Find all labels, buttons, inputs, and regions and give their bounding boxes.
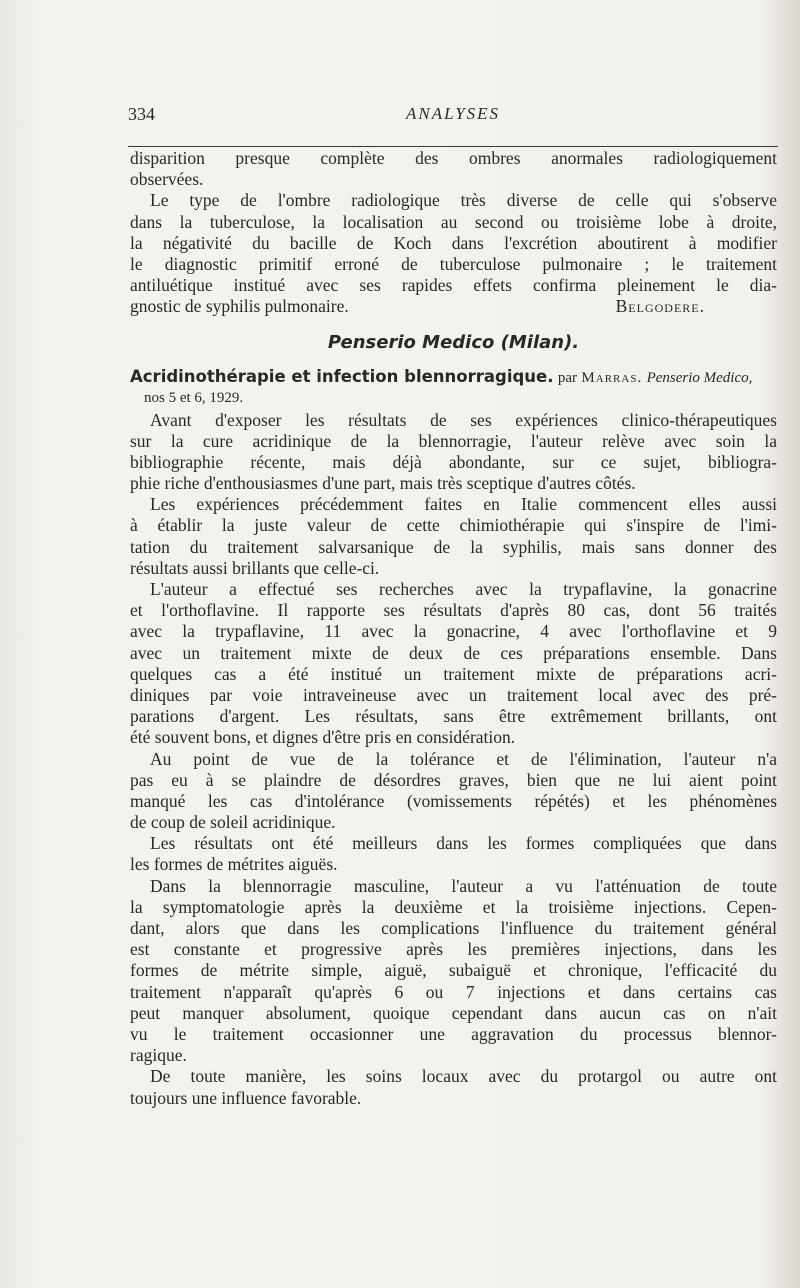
- article-issue: nos 5 et 6, 1929.: [144, 389, 244, 406]
- article-author: Marras.: [581, 369, 643, 386]
- text-line: pas eu à se plaindre de désordres graves, bien que ne lui aient point: [130, 769, 777, 790]
- text-line: Les résultats ont été meilleurs dans les formes compliquées que dans: [150, 833, 777, 854]
- text-line: quelques cas a été institué un traitement mixte de préparations acri-: [130, 663, 777, 684]
- text-line: observées.: [130, 169, 204, 190]
- paragraph: [130, 1066, 777, 1108]
- text-line: peut manquer absolument, quoique cependant dans aucun cas on n'ait: [130, 1002, 777, 1023]
- text-line: bibliographie récente, mais déjà abondante, sur ce sujet, bibliogra-: [130, 451, 777, 472]
- text-line: la symptomatologie après la deuxième et la troisième injections. Cepen-: [130, 896, 777, 917]
- text-line: dans la tuberculose, la localisation au second ou troisième lobe à droite,: [130, 211, 777, 232]
- text-line: De toute manière, les soins locaux avec du protargol ou autre ont: [150, 1066, 777, 1087]
- text-line: le diagnostic primitif erroné de tuberculose pulmonaire ; le traitement: [130, 253, 777, 274]
- text-line: L'auteur a effectué ses recherches avec la trypaflavine, la gonacrine: [150, 579, 777, 599]
- text-line: Dans la blennorragie masculine, l'auteur a vu l'atténuation de toute: [150, 875, 777, 896]
- text-line: phie riche d'enthousiasmes d'une part, mais très sceptique d'autres côtés.: [130, 473, 636, 494]
- paragraph: [130, 494, 777, 579]
- text-line: tation du traitement salvarsanique de la syphilis, mais sans donner des: [130, 536, 777, 557]
- text-line: Avant d'exposer les résultats de ses expériences clinico-thérapeutiques: [150, 409, 777, 430]
- byline-par: par: [557, 369, 578, 386]
- running-title: ANALYSES: [405, 104, 501, 123]
- paragraph: [130, 833, 777, 875]
- text-line: antiluétique institué avec ses rapides effets confirma pleinement le dia-: [130, 275, 777, 296]
- article-title-line: [130, 366, 777, 388]
- text-line: ragique.: [130, 1045, 187, 1066]
- header-rule: [128, 146, 778, 147]
- reviewer-signature: Belgodere.: [615, 296, 705, 317]
- text-line: avec un traitement mixte de deux de ces préparations ensemble. Dans: [130, 642, 777, 663]
- previous-review: [130, 148, 777, 318]
- text-line: Au point de vue de la tolérance et de l'élimination, l'auteur n'a: [150, 748, 777, 769]
- text-line: été souvent bons, et dignes d'être pris en considération.: [130, 727, 516, 748]
- page-body: [130, 148, 777, 1109]
- paragraph: [130, 749, 777, 834]
- text-line: gnostic de syphilis pulmonaire.: [130, 296, 349, 317]
- text-line: diniques par voie intraveineuse avec un traitement local avec des pré-: [130, 684, 777, 705]
- paragraph: [130, 410, 777, 495]
- signature-line: [130, 296, 777, 317]
- text-line: traitement n'apparaît qu'après 6 ou 7 injections et dans certains cas: [130, 981, 777, 1002]
- text-line: parations d'argent. Les résultats, sans être extrêmement brillants, ont: [130, 706, 777, 727]
- article-journal: Penserio Medico,: [646, 369, 753, 386]
- text-line: toujours une influence favorable.: [130, 1087, 362, 1108]
- text-line: dant, alors que dans les complications l'influence du traitement général: [130, 918, 777, 938]
- paragraph: [130, 579, 777, 749]
- text-line: est constante et progressive après les premières injections, dans les: [130, 939, 777, 960]
- text-line: résultats aussi brillants que celle-ci.: [130, 557, 380, 578]
- paragraph: [130, 876, 777, 1067]
- text-line: Le type de l'ombre radiologique très diverse de celle qui s'observe: [150, 190, 777, 211]
- text-line: à établir la juste valeur de cette chimiothérapie qui s'inspire de l'imi-: [130, 515, 777, 536]
- page-number: 334: [128, 104, 155, 124]
- text-line: et l'orthoflavine. Il rapporte ses résultats d'après 80 cas, dont 56 traités: [130, 600, 777, 621]
- text-line: de coup de soleil acridinique.: [130, 812, 336, 833]
- text-line: avec la trypaflavine, 11 avec la gonacrine, 4 avec l'orthoflavine et 9: [130, 621, 777, 642]
- text-line: sur la cure acridinique de la blennorragie, l'auteur relève avec soin la: [130, 430, 777, 451]
- text-line: vu le traitement occasionner une aggravation du processus blennor-: [130, 1023, 777, 1044]
- text-line: la négativité du bacille de Koch dans l'excrétion aboutirent à modifier: [130, 232, 777, 253]
- article-title: Acridinothérapie et infection blennorragique.: [130, 366, 554, 386]
- article-header: [130, 366, 777, 410]
- text-line: disparition presque complète des ombres anormales radiologiquement: [130, 148, 777, 168]
- journal-heading: Penserio Medico (Milan).: [327, 331, 580, 353]
- text-line: les formes de métrites aiguës.: [130, 854, 338, 875]
- text-line: formes de métrite simple, aiguë, subaiguë et chronique, l'efficacité du: [130, 960, 777, 981]
- page-header: [128, 104, 778, 128]
- text-line: manqué les cas d'intolérance (vomissements répétés) et les phénomènes: [130, 790, 777, 811]
- text-line: Les expériences précédemment faites en Italie commencent elles aussi: [150, 494, 777, 515]
